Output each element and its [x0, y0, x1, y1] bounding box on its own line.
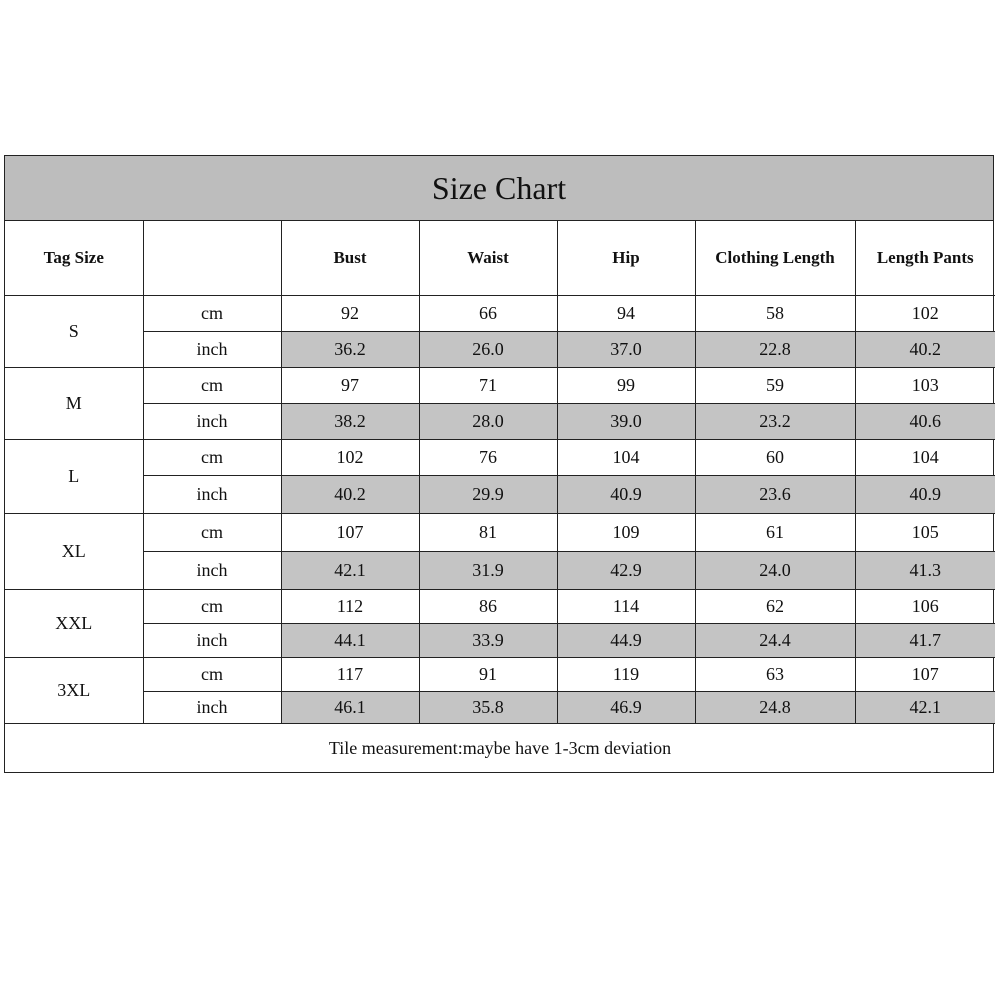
value-cell: 94: [557, 296, 695, 332]
value-cell: 63: [695, 658, 855, 692]
table-row: [5, 692, 995, 724]
value-cell: 60: [695, 440, 855, 476]
value-cell: 33.9: [419, 624, 557, 658]
table-row: [5, 332, 995, 368]
value-cell: 92: [281, 296, 419, 332]
unit-cell: inch: [143, 692, 281, 724]
size-chart: [4, 155, 994, 773]
tag-size-cell: M: [5, 368, 143, 440]
value-cell: 44.1: [281, 624, 419, 658]
value-cell: 46.9: [557, 692, 695, 724]
value-cell: 91: [419, 658, 557, 692]
value-cell: 99: [557, 368, 695, 404]
value-cell: 42.1: [281, 552, 419, 590]
value-cell: 114: [557, 590, 695, 624]
value-cell: 71: [419, 368, 557, 404]
footer-row: [5, 724, 995, 773]
value-cell: 41.7: [855, 624, 995, 658]
value-cell: 46.1: [281, 692, 419, 724]
value-cell: 40.2: [281, 476, 419, 514]
tag-size-cell: XXL: [5, 590, 143, 658]
value-cell: 44.9: [557, 624, 695, 658]
value-cell: 66: [419, 296, 557, 332]
table-row: [5, 476, 995, 514]
value-cell: 58: [695, 296, 855, 332]
table-row: [5, 296, 995, 332]
value-cell: 107: [855, 658, 995, 692]
value-cell: 36.2: [281, 332, 419, 368]
table-row: [5, 514, 995, 552]
unit-cell: cm: [143, 368, 281, 404]
value-cell: 40.2: [855, 332, 995, 368]
unit-cell: cm: [143, 296, 281, 332]
unit-cell: inch: [143, 332, 281, 368]
value-cell: 28.0: [419, 404, 557, 440]
value-cell: 106: [855, 590, 995, 624]
value-cell: 24.0: [695, 552, 855, 590]
value-cell: 29.9: [419, 476, 557, 514]
header-tag-size: Tag Size: [5, 221, 143, 296]
value-cell: 38.2: [281, 404, 419, 440]
header-hip: Hip: [557, 221, 695, 296]
value-cell: 26.0: [419, 332, 557, 368]
table-row: [5, 440, 995, 476]
value-cell: 119: [557, 658, 695, 692]
table-row: [5, 658, 995, 692]
tag-size-cell: L: [5, 440, 143, 514]
value-cell: 76: [419, 440, 557, 476]
unit-cell: cm: [143, 590, 281, 624]
value-cell: 62: [695, 590, 855, 624]
header-waist: Waist: [419, 221, 557, 296]
value-cell: 109: [557, 514, 695, 552]
value-cell: 86: [419, 590, 557, 624]
value-cell: 117: [281, 658, 419, 692]
footnote: Tile measurement:maybe have 1-3cm deviation: [5, 724, 995, 773]
table-row: [5, 590, 995, 624]
header-bust: Bust: [281, 221, 419, 296]
unit-cell: inch: [143, 404, 281, 440]
unit-cell: inch: [143, 624, 281, 658]
table-row: [5, 552, 995, 590]
table-row: [5, 368, 995, 404]
value-cell: 35.8: [419, 692, 557, 724]
unit-cell: inch: [143, 476, 281, 514]
unit-cell: cm: [143, 440, 281, 476]
value-cell: 24.4: [695, 624, 855, 658]
value-cell: 102: [855, 296, 995, 332]
value-cell: 23.2: [695, 404, 855, 440]
value-cell: 104: [557, 440, 695, 476]
tag-size-cell: S: [5, 296, 143, 368]
value-cell: 103: [855, 368, 995, 404]
value-cell: 105: [855, 514, 995, 552]
value-cell: 40.9: [855, 476, 995, 514]
value-cell: 39.0: [557, 404, 695, 440]
header-row: [5, 221, 995, 296]
value-cell: 112: [281, 590, 419, 624]
value-cell: 81: [419, 514, 557, 552]
value-cell: 40.9: [557, 476, 695, 514]
value-cell: 102: [281, 440, 419, 476]
header-length-pants: Length Pants: [855, 221, 995, 296]
value-cell: 37.0: [557, 332, 695, 368]
tag-size-cell: XL: [5, 514, 143, 590]
chart-title: Size Chart: [5, 156, 993, 221]
value-cell: 104: [855, 440, 995, 476]
unit-cell: cm: [143, 658, 281, 692]
value-cell: 23.6: [695, 476, 855, 514]
header-unit: [143, 221, 281, 296]
value-cell: 22.8: [695, 332, 855, 368]
value-cell: 40.6: [855, 404, 995, 440]
tag-size-cell: 3XL: [5, 658, 143, 724]
value-cell: 97: [281, 368, 419, 404]
value-cell: 107: [281, 514, 419, 552]
unit-cell: inch: [143, 552, 281, 590]
table-row: [5, 624, 995, 658]
value-cell: 59: [695, 368, 855, 404]
table-row: [5, 404, 995, 440]
size-table: [5, 221, 995, 772]
value-cell: 31.9: [419, 552, 557, 590]
value-cell: 61: [695, 514, 855, 552]
value-cell: 41.3: [855, 552, 995, 590]
header-clothing-length: Clothing Length: [695, 221, 855, 296]
unit-cell: cm: [143, 514, 281, 552]
value-cell: 42.9: [557, 552, 695, 590]
value-cell: 42.1: [855, 692, 995, 724]
value-cell: 24.8: [695, 692, 855, 724]
